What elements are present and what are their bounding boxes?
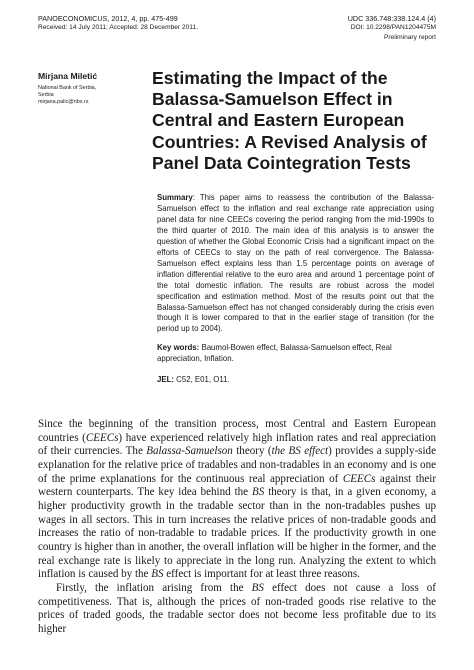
keywords-text: Baumol-Bowen effect, Balassa-Samuelson effect, Real appreciation, Inflation. (157, 343, 392, 363)
affiliation-institution: National Bank of Serbia, (38, 85, 97, 91)
text-run: effect does not cause a loss of competitiveness. That is, although the prices of non-traded goods rise relative to the prices of traded goods, the tradable sector does not become less profitable due to its higher (38, 581, 436, 635)
text-run: theory ( (232, 445, 272, 458)
paragraph-1 (38, 418, 436, 582)
text-run: theory is that, in a given economy, a higher productivity growth in the tradable sector than in the non-tradables pushes up wages in all sectors. This in turn increases the relative prices of non-tradable goods and increases the ratio of non-tradable to tradable prices. If the productivity growth in one country is higher than in another, the overall inflation will be higher in the former, and the real exchange rate is likely to appreciate in the long run. Analyzing the extent to which inflation is caused by the (38, 486, 436, 581)
article-type: Preliminary report (383, 33, 436, 41)
journal-header (38, 14, 198, 33)
italic-term: BS (251, 581, 264, 594)
abstract-text: : This paper aims to reassess the contribution of the Balassa-Samuelson effect to the inflation and real exchange rate appreciation using panel data for nine CEECs covering the period ranging from the mid-1990s to the third quarter of 2010. The main idea of this analysis is to answer the question of whether the Global Economic Crisis had a significant impact on the efforts of CEECs to stay on the path of real convergence. The Balassa-Samuelson effect explains less than 1.5 percentage points on average of inflation differential relative to the euro area and around 1 percentage point of the total domestic inflation. The results are robust across the model specification and estimation method. Most of the results point out that the Balassa-Samuelson effect has not changed considerably during the crisis even though it is lower compared to that in the earlier stage of transition (for the period up to 2004). (157, 193, 434, 334)
italic-term: BS (151, 568, 164, 581)
italic-term: Balassa-Samuelson (146, 445, 233, 458)
italic-term: BS (252, 486, 265, 499)
text-run: against their western counterparts. The key idea behind the (38, 472, 436, 499)
author-affiliation (38, 85, 138, 107)
abstract (157, 193, 434, 335)
body-text (38, 418, 436, 637)
received-accepted-dates: Received: 14 July 2011; Accepted: 28 December 2011. (38, 24, 198, 32)
text-run: Firstly, the inflation arising from the (56, 581, 252, 594)
article-identifiers (348, 14, 436, 42)
text-run: effect is important for at least three reasons. (163, 568, 360, 581)
paragraph-2 (38, 582, 436, 637)
article-title: Estimating the Impact of the Balassa-Samuelson Effect in Central and Eastern European Countries: A Revised Analysis of Panel Data Cointegration Tests (152, 68, 427, 173)
italic-term: the BS effect (271, 445, 329, 458)
keywords (157, 343, 434, 365)
italic-term: CEECs (85, 431, 119, 444)
author-email[interactable]: mirjana.palic@nbs.rs (38, 99, 89, 106)
text-run: ) have experienced relatively high inflation rates and real appreciation of their currencies. The (38, 431, 436, 458)
abstract-label: Summary (157, 193, 193, 202)
jel-codes (157, 375, 434, 386)
journal-citation: PANOECONOMICUS, 2012, 4, pp. 475-499 (38, 14, 178, 23)
keywords-label: Key words: (157, 343, 200, 352)
affiliation-country: Serbia (38, 92, 54, 99)
jel-label: JEL: (157, 375, 174, 384)
text-run: Since the beginning of the transition process, most Central and Eastern European countries ( (38, 418, 436, 444)
author-block (38, 71, 138, 107)
text-run: ) provides a supply-side explanation for the relative price of tradables and non-tradables in an economy and is one of the prime explanations for the continuous real appreciation of (38, 445, 436, 485)
author-name: Mirjana Miletić (38, 71, 98, 81)
italic-term: CEECs (342, 472, 376, 485)
doi[interactable]: DOI: 10.2298/PAN1204475M (350, 24, 436, 32)
udc-code: UDC 336.748:338.124.4 (4) (347, 14, 436, 23)
jel-text: C52, E01, O11. (174, 375, 230, 384)
